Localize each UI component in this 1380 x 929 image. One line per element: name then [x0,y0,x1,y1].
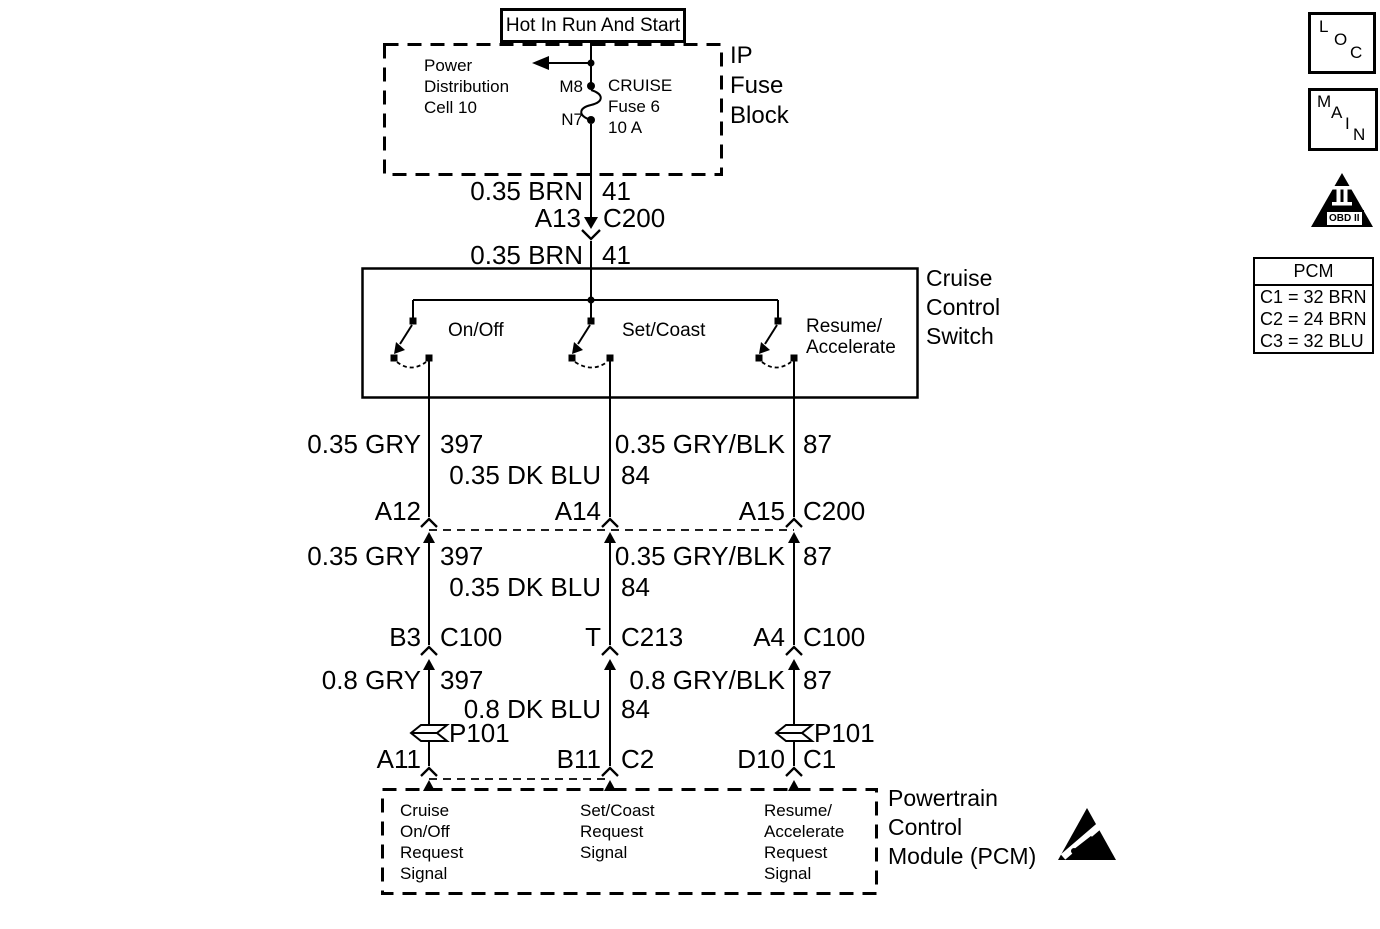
mid-seg2-circuit: 84 [621,572,650,602]
feed-wire-label-2: 0.35 BRN [470,240,583,270]
pin-a11: A11 [376,744,421,774]
switch-label-set-coast: Set/Coast [622,320,706,341]
pcm-table-row: C1 = 32 BRN [1260,287,1367,307]
right-seg1-label: 0.35 GRY/BLK [614,429,785,459]
feed-wire-label-1: 0.35 BRN [470,176,583,206]
main-letter: N [1353,125,1366,144]
mid-seg2-label: 0.35 DK BLU [449,572,601,602]
pin-b11: B11 [556,744,601,774]
pin-t: T [585,622,601,652]
left-seg1-label: 0.35 GRY [307,429,421,459]
fuse-icon [581,82,601,124]
on-off-switch-icon[interactable] [391,318,433,368]
connector-id-c100-right: C100 [803,622,866,652]
resume-accel-switch-icon[interactable] [756,318,798,368]
pin-a12: A12 [374,496,421,526]
splice-label-p101-left: P101 [449,718,510,748]
connector-id-c1: C1 [803,744,837,774]
signal-set-coast: Set/Coast Request Signal [580,801,655,862]
feed-circuit-2: 41 [602,240,631,270]
pcm-connector-table [1253,257,1374,354]
connector-id-c213: C213 [621,622,684,652]
loc-icon [1308,12,1376,74]
feed-circuit-1: 41 [602,176,631,206]
signal-resume-accel: Resume/ Accelerate Request Signal [764,801,845,883]
esd-icon [1058,808,1116,860]
main-letter: I [1345,114,1350,133]
pin-d10: D10 [737,744,785,774]
connector-id-c100-left: C100 [440,622,503,652]
right-seg1-circuit: 87 [803,429,832,459]
main-letter: M [1317,92,1332,111]
left-seg2-circuit: 397 [440,541,484,571]
ip-fuse-block-title: IP Fuse Block [730,42,789,129]
pcm-table-row: C2 = 24 BRN [1260,309,1367,329]
right-seg2-label: 0.35 GRY/BLK [614,541,785,571]
main-icon [1308,88,1378,151]
switch-label-resume-accel: Resume/ Accelerate [806,316,896,358]
left-seg2-label: 0.35 GRY [307,541,421,571]
hot-in-run-and-start-box: Hot In Run And Start [500,8,686,43]
loc-letter: L [1319,17,1329,36]
mid-seg3-label: 0.8 DK BLU [463,694,601,724]
mid-seg1-circuit: 84 [621,460,650,490]
connector-id-c200-row: C200 [803,496,866,526]
loc-letter: C [1350,43,1363,62]
pcm-table-title: PCM [1255,259,1372,286]
splice-label-p101-right: P101 [814,718,875,748]
left-seg3-label: 0.8 GRY [321,665,421,695]
left-seg3-circuit: 397 [440,665,484,695]
splice-p101-right-icon [776,725,812,741]
connector-id-c2: C2 [621,744,655,774]
connector-c200-a13-icon [582,217,600,239]
fuse-label: CRUISE Fuse 6 10 A [608,76,673,137]
splice-p101-left-icon [411,725,447,741]
pin-b3: B3 [389,622,421,652]
pin-a14: A14 [554,496,601,526]
left-seg1-circuit: 397 [440,429,484,459]
right-seg2-circuit: 87 [803,541,832,571]
fuse-terminal-m8: M8 [559,77,583,96]
pin-a15: A15 [738,496,785,526]
connector-id-c200: C200 [603,203,666,233]
pin-a4: A4 [753,622,785,652]
main-letter: A [1331,103,1343,122]
power-distribution-arrow-icon [532,56,549,70]
pcm-table-row: C3 = 32 BLU [1260,331,1364,351]
set-coast-switch-icon[interactable] [569,318,614,368]
mid-seg1-label: 0.35 DK BLU [449,460,601,490]
pcm-title: Powertrain Control Module (PCM) [888,785,1037,869]
switch-label-on-off: On/Off [448,320,504,341]
mid-seg3-circuit: 84 [621,694,650,724]
fuse-terminal-n7: N7 [561,110,583,129]
cruise-switch-title: Cruise Control Switch [926,265,1001,349]
connector-pin-a13: A13 [534,203,581,233]
power-distribution-label: Power Distribution Cell 10 [424,56,510,117]
loc-letter: O [1334,30,1348,49]
right-seg3-label: 0.8 GRY/BLK [629,665,785,695]
right-seg3-circuit: 87 [803,665,832,695]
obd-ii-label: OBD II [1325,210,1364,227]
signal-cruise-on-off: Cruise On/Off Request Signal [400,801,464,883]
